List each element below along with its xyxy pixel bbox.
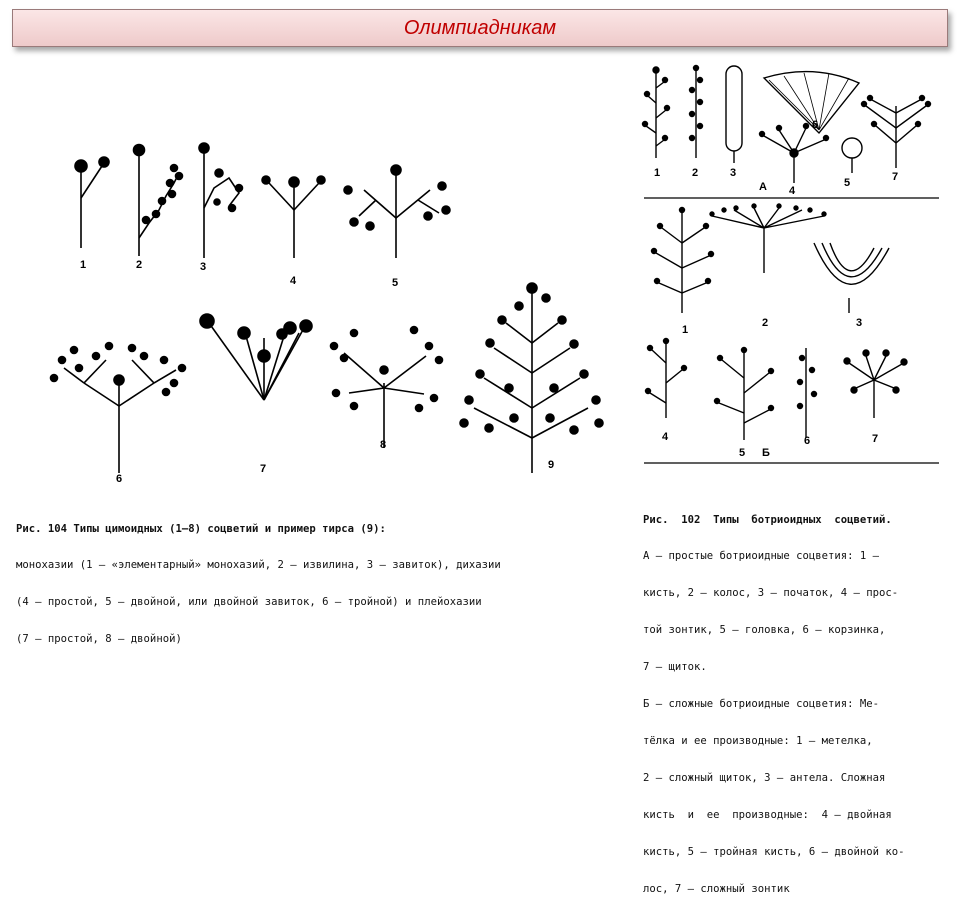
fig102-caption-line-8: 2 — сложный щиток, 3 — антела. Сложная	[643, 771, 886, 784]
fig102-caption	[643, 489, 905, 907]
fig104-label-7: 7	[260, 463, 267, 475]
fig102-b-label-4: 4	[662, 431, 669, 443]
fig104-caption-line-2: монохазии (1 — «элементарный» монохазий, 2 — извилина, 3 — завиток), дихазии	[16, 559, 501, 572]
fig102-a-label-2: 2	[692, 167, 699, 179]
fig102-b-label-1: 1	[682, 324, 689, 336]
fig102-section-a: А	[759, 181, 767, 193]
fig102-b-label-3: 3	[856, 317, 863, 329]
fig102-b-label-7: 7	[872, 433, 879, 445]
fig102-caption-line-6: Б — сложные ботриоидные соцветия: Ме-	[643, 698, 879, 711]
fig102-a-label-5: 5	[844, 177, 851, 189]
fig104-label-3: 3	[200, 261, 207, 273]
fig104-label-4: 4	[290, 275, 297, 287]
fig104-caption-line-3: (4 — простой, 5 — двойной, или двойной завиток, 6 — тройной) и плейохазии	[16, 596, 482, 609]
fig104-label-9: 9	[548, 459, 555, 471]
fig104-caption-line-4: (7 — простой, 8 — двойной)	[16, 633, 182, 646]
fig104-label-5: 5	[392, 277, 399, 289]
fig102-caption-line-4: той зонтик, 5 — головка, 6 — корзинка,	[643, 624, 886, 637]
botryoid-illustration	[634, 58, 946, 478]
fig102-a-label-1: 1	[654, 167, 661, 179]
fig102-caption-line-10: кисть, 5 — тройная кисть, 6 — двойной ко-	[643, 845, 905, 858]
fig102-caption-line-11: лос, 7 — сложный зонтик	[643, 882, 790, 895]
fig102-a-label-7: 7	[892, 171, 899, 183]
fig104-caption	[16, 498, 501, 658]
fig102-b-label-5: 5	[739, 447, 746, 459]
fig104-caption-line-1: Рис. 104 Типы цимоидных (1—8) соцветий и пример тирса (9):	[16, 522, 386, 535]
fig102-caption-line-5: 7 — щиток.	[643, 661, 707, 674]
fig102-caption-line-2: А — простые ботриоидные соцветия: 1 —	[643, 550, 879, 563]
fig102-caption-line-1: Рис. 102 Типы ботриоидных соцветий.	[643, 513, 892, 526]
fig102-caption-line-3: кисть, 2 — колос, 3 — початок, 4 — прос-	[643, 587, 899, 600]
fig102-a-label-6: 6	[812, 119, 819, 131]
fig102-caption-line-7: тёлка и ее производные: 1 — метелка,	[643, 734, 873, 747]
fig102-section-b: Б	[762, 447, 770, 459]
fig104-label-2: 2	[136, 259, 143, 271]
title-banner	[12, 9, 948, 47]
fig102-caption-line-9: кисть и ее производные: 4 — двойная	[643, 808, 892, 821]
fig104-label-1: 1	[80, 259, 87, 271]
fig102-b-label-2: 2	[762, 317, 769, 329]
fig102-b-label-6: 6	[804, 435, 811, 447]
page-title: Олимпиадникам	[403, 16, 557, 39]
fig102-a-label-4: 4	[789, 185, 796, 197]
fig104-label-8: 8	[380, 439, 387, 451]
fig104-label-6: 6	[116, 473, 123, 485]
fig102-a-label-3: 3	[730, 167, 737, 179]
